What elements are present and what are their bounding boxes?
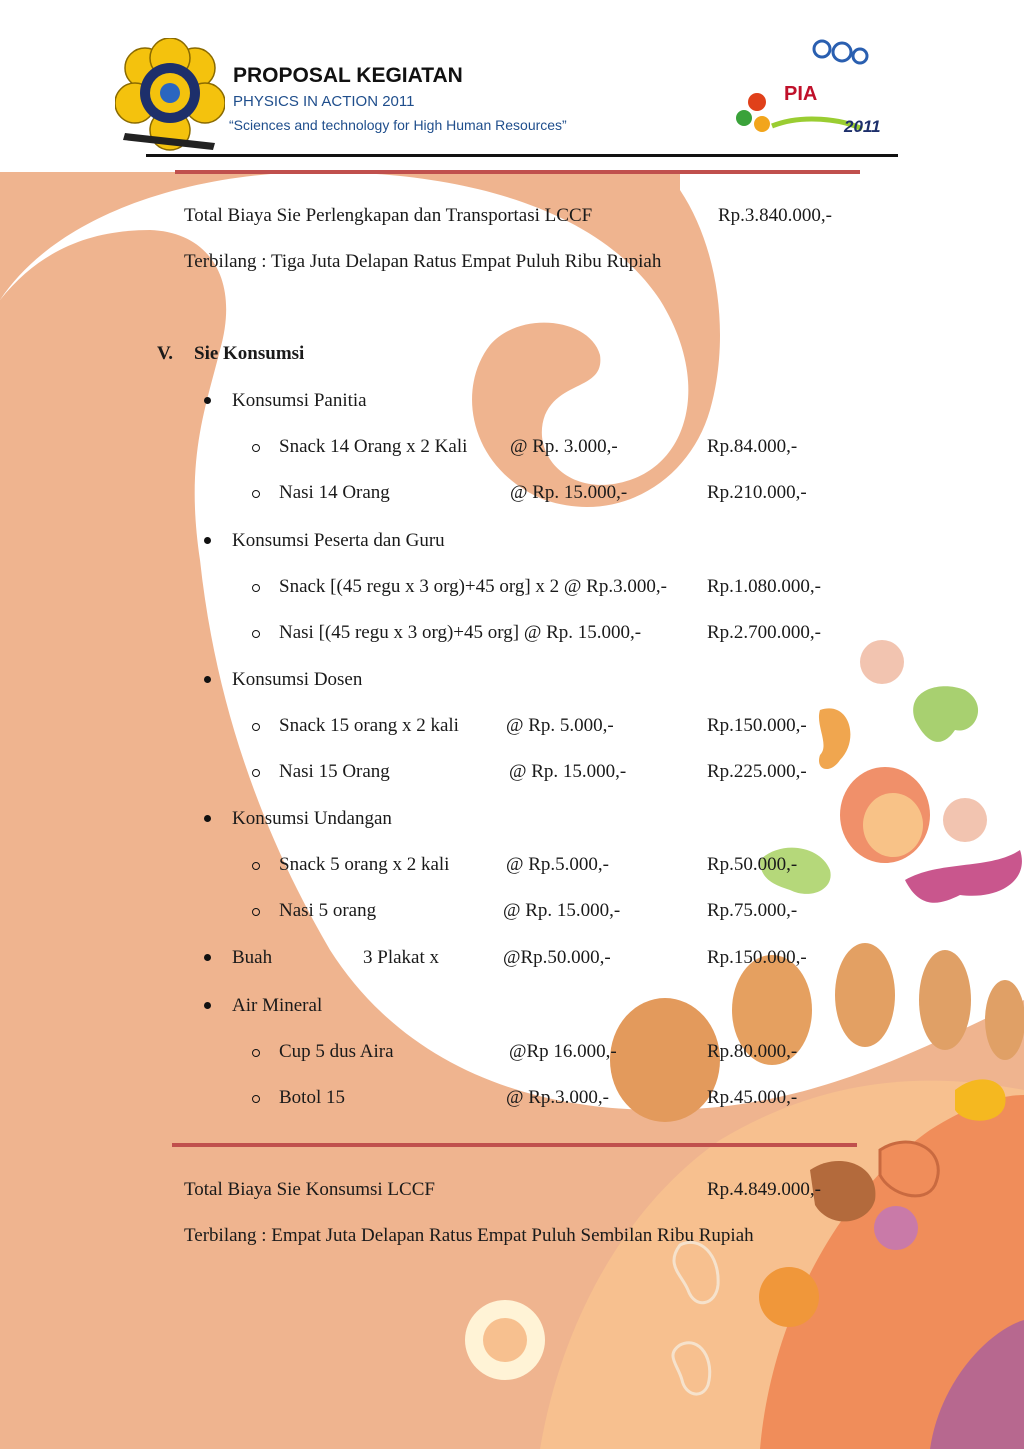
sub-bullet [252,490,260,498]
item-name: Botol 15 [279,1087,345,1108]
item-total: Rp.2.700.000,- [707,622,821,643]
sub-bullet [252,584,260,592]
item-name: Nasi [(45 regu x 3 org)+45 org] @ Rp. 15.000,- [279,622,642,643]
item-total: Rp.150.000,- [707,715,807,736]
item-unit: @Rp.50.000,- [503,947,611,968]
item-name: Snack [(45 regu x 3 org)+45 org] x 2 @ Rp.3.000,- [279,576,667,597]
pia-logo-text: PIA [784,83,818,105]
bullet-dot [204,676,211,683]
header-rule-red [175,170,860,174]
group-label: Buah [232,947,273,968]
group-label: Air Mineral [232,995,323,1016]
item-total: Rp.150.000,- [707,947,807,968]
bullet-dot [204,397,211,404]
item-name: Cup 5 dus Aira [279,1041,394,1062]
bullet-dot [204,815,211,822]
prev-total-label: Total Biaya Sie Perlengkapan dan Transportasi LCCF [184,205,593,226]
bullet-dot [204,954,211,961]
item-unit: @ Rp.5.000,- [506,854,609,875]
item-name: Nasi 14 Orang [279,482,390,503]
item-unit: @ Rp. 5.000,- [506,715,614,736]
sub-bullet [252,1095,260,1103]
item-total: Rp.75.000,- [707,900,798,921]
item-unit: @Rp 16.000,- [509,1041,617,1062]
item-total: Rp.210.000,- [707,482,807,503]
sub-bullet [252,908,260,916]
group-label: Konsumsi Peserta dan Guru [232,530,445,551]
bullet-dot [204,1002,211,1009]
item-unit: @ Rp. 15.000,- [509,761,627,782]
header-subtitle: PHYSICS IN ACTION 2011 [233,93,415,110]
header-rule-black [146,154,898,157]
item-name: Nasi 5 orang [279,900,377,921]
sub-bullet [252,630,260,638]
university-logo [115,38,225,153]
sub-bullet [252,723,260,731]
sub-bullet [252,862,260,870]
group-label: Konsumsi Dosen [232,669,363,690]
item-total: Rp.225.000,- [707,761,807,782]
item-name: Snack 15 orang x 2 kali [279,715,459,736]
item-name: Nasi 15 Orang [279,761,390,782]
item-total: Rp.1.080.000,- [707,576,821,597]
total-separator [172,1143,857,1147]
item-name: Snack 14 Orang x 2 Kali [279,436,468,457]
group-label: Konsumsi Panitia [232,390,367,411]
item-total: Rp.50.000,- [707,854,798,875]
item-total: Rp.84.000,- [707,436,798,457]
item-unit: @ Rp. 15.000,- [510,482,628,503]
total-label: Total Biaya Sie Konsumsi LCCF [184,1179,435,1200]
item-total: Rp.45.000,- [707,1087,798,1108]
group-label: Konsumsi Undangan [232,808,392,829]
item-unit: @ Rp. 3.000,- [510,436,618,457]
sub-bullet [252,1049,260,1057]
total-words: Terbilang : Empat Juta Delapan Ratus Empat Puluh Sembilan Ribu Rupiah [184,1225,754,1246]
section-number: V. [157,343,174,364]
total-amount: Rp.4.849.000,- [707,1179,821,1200]
sub-bullet [252,444,260,452]
item-unit: @ Rp. 15.000,- [503,900,621,921]
header-tagline: “Sciences and technology for High Human Resources” [229,117,567,133]
item-total: Rp.80.000,- [707,1041,798,1062]
pia-logo-year: 2011 [844,117,881,136]
bullet-dot [204,537,211,544]
section-title: Sie Konsumsi [194,343,305,364]
item-unit: @ Rp.3.000,- [506,1087,609,1108]
prev-total-amount: Rp.3.840.000,- [718,205,832,226]
item-qty: 3 Plakat x [363,947,439,968]
prev-total-words: Terbilang : Tiga Juta Delapan Ratus Empat Puluh Ribu Rupiah [184,251,662,272]
pia-logo [732,34,892,144]
item-name: Snack 5 orang x 2 kali [279,854,450,875]
header-title: PROPOSAL KEGIATAN [233,64,463,87]
sub-bullet [252,769,260,777]
